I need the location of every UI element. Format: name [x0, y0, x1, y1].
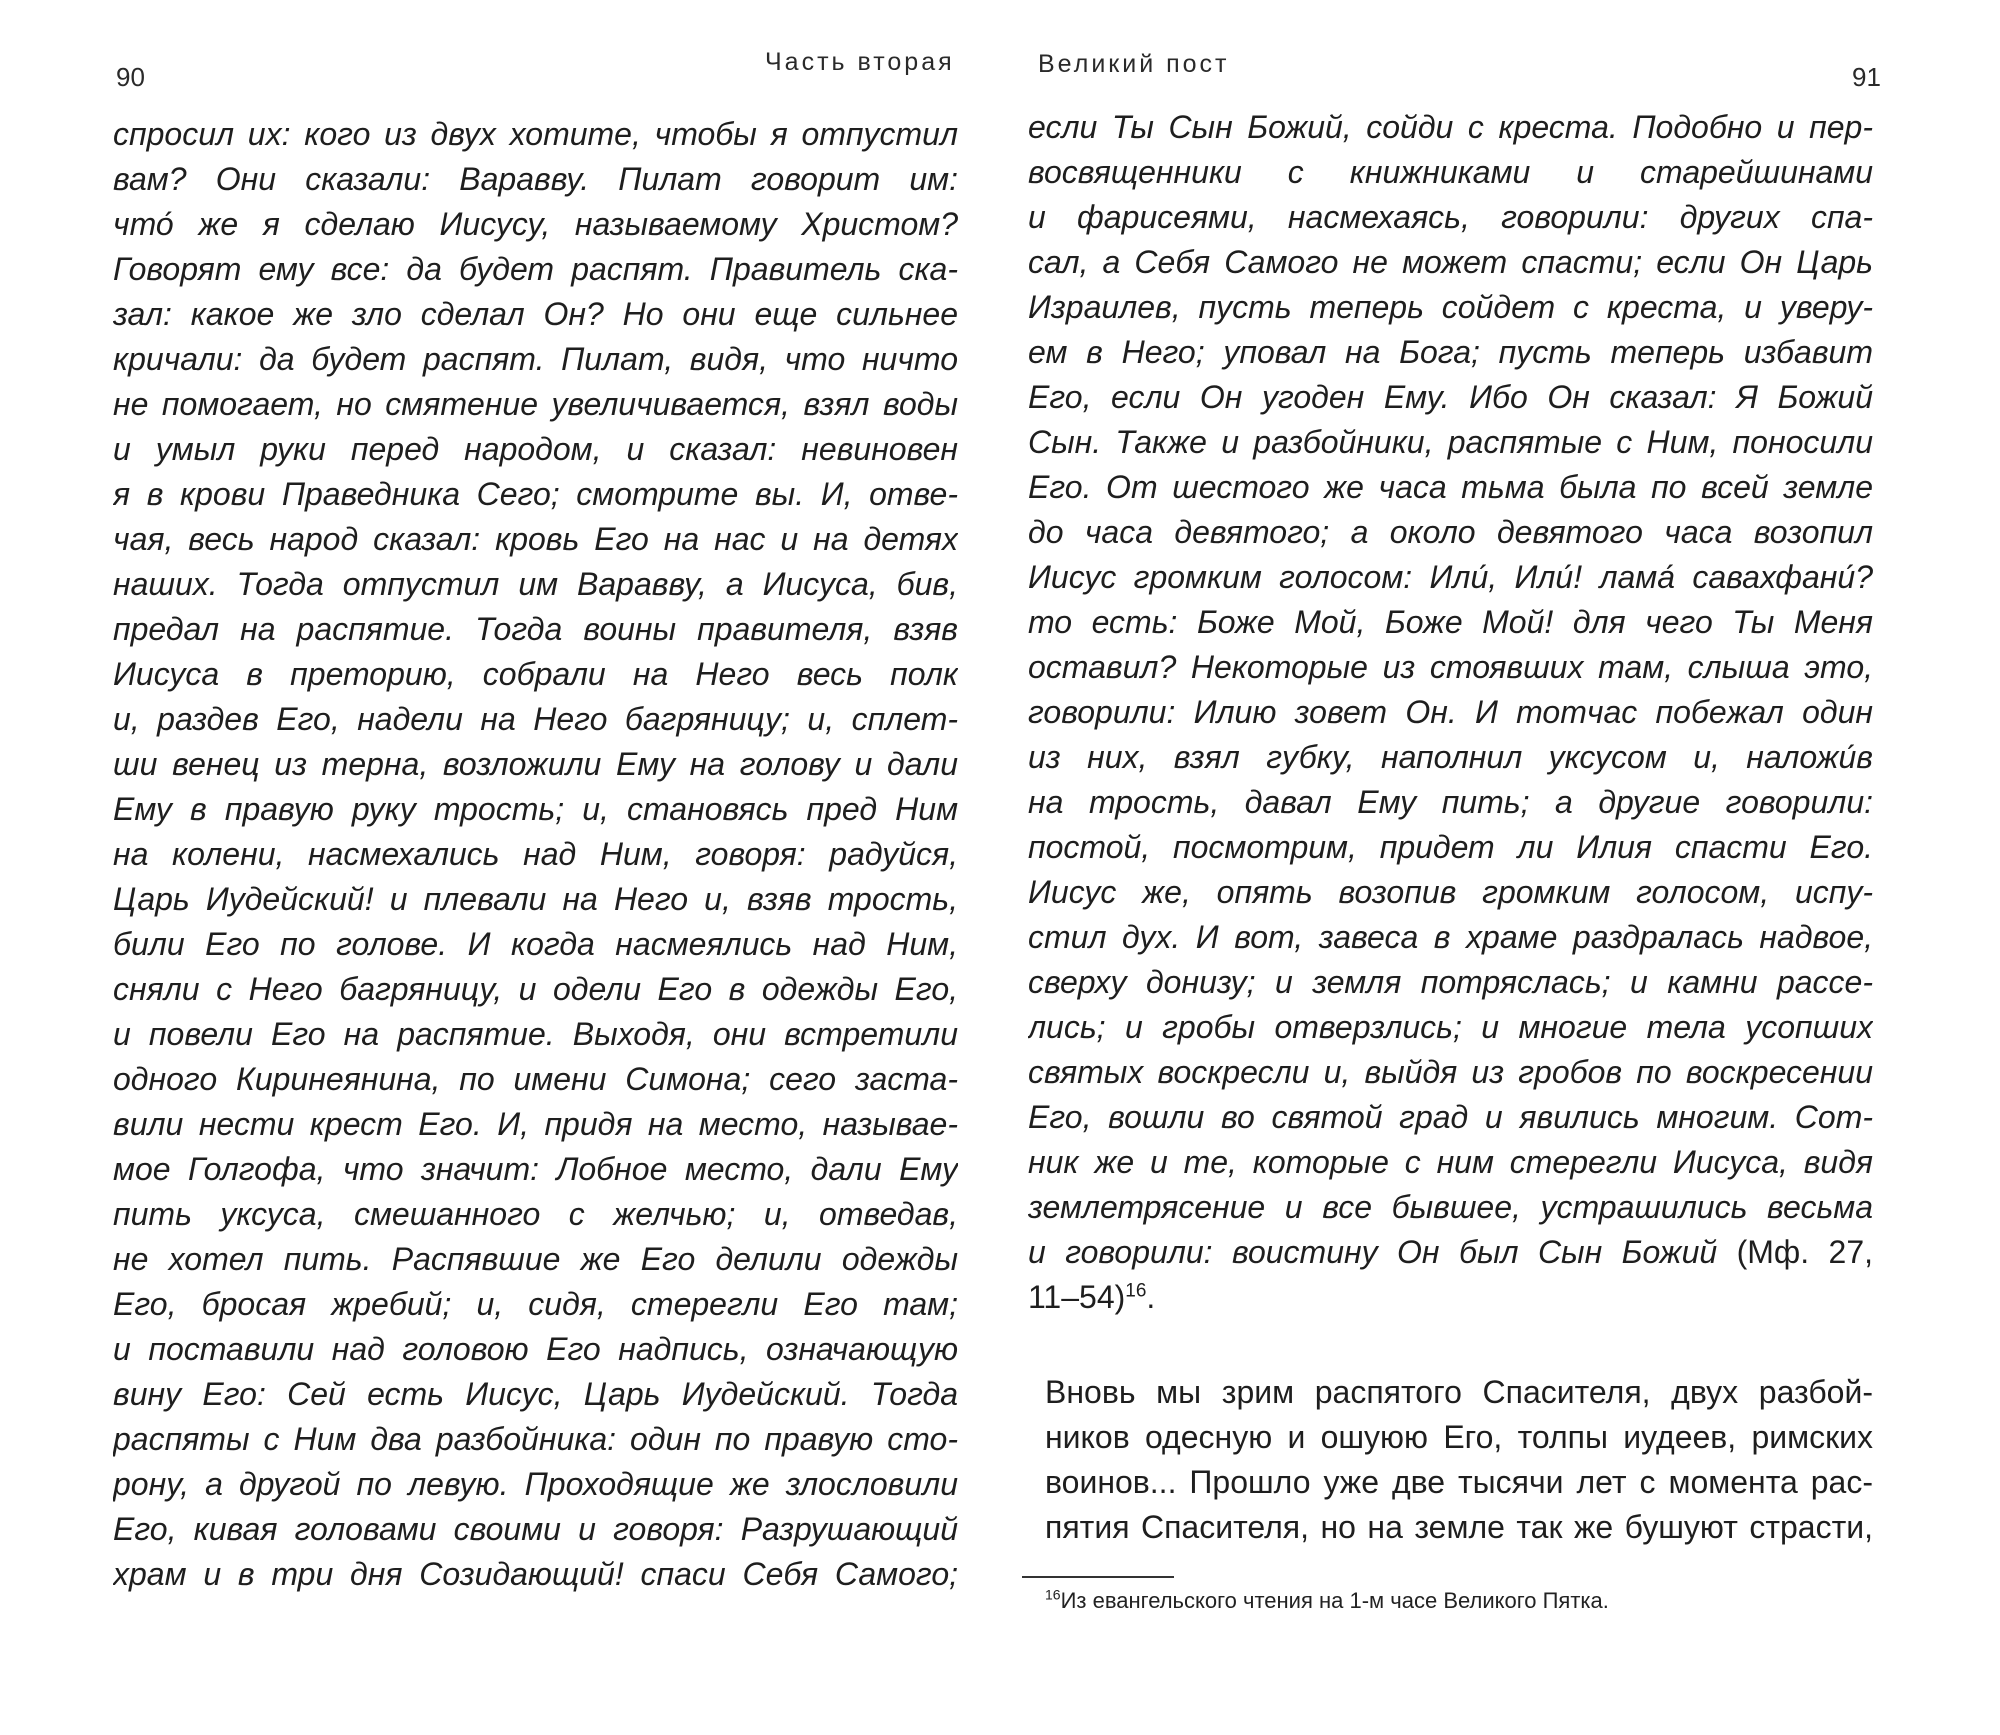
text-line: Его, бросая жребий; и, сидя, стерегли Его там; — [113, 1286, 958, 1322]
text-line: распяты с Ним два разбойника: один по правую сто- — [113, 1421, 958, 1457]
text-line: на трость, давал Ему пить; а другие говорили: — [1028, 784, 1873, 820]
text-line: чая, весь народ сказал: кровь Его на нас и на детях — [113, 521, 958, 557]
citation: (Мф. 27, — [1736, 1234, 1873, 1270]
text-line: ши венец из терна, возложили Ему на голову и дали — [113, 746, 958, 782]
running-head: Великий пост — [1038, 50, 1230, 78]
text-line — [1028, 1230, 1873, 1275]
text-line: наших. Тогда отпустил им Варавву, а Иисуса, бив, — [113, 566, 958, 602]
text-line: постой, посмотрим, придет ли Илия спасти Его. — [1028, 829, 1873, 865]
page-number: 91 — [1852, 62, 1881, 92]
text-line: спросил их: кого из двух хотите, чтобы я отпустил — [113, 116, 958, 152]
citation-line — [1028, 1275, 1873, 1320]
text-line: лись; и гробы отверзлись; и многие тела усопших — [1028, 1009, 1873, 1045]
text-line: из них, взял губку, наполнил уксусом и, наложи́в — [1028, 739, 1873, 775]
text-line: я в крови Праведника Сего; смотрите вы. И, отве- — [113, 476, 958, 512]
text-line: не хотел пить. Распявшие же Его делили одежды — [113, 1241, 958, 1277]
footnote — [1045, 1588, 1609, 1614]
text-line: Иисус же, опять возопив громким голосом, испу- — [1028, 874, 1873, 910]
citation-end: 11–54) — [1028, 1279, 1126, 1315]
text-line: святых воскресли и, выйдя из гробов по воскресении — [1028, 1054, 1873, 1090]
text-line: Ему в правую руку трость; и, становясь пред Ним — [113, 791, 958, 827]
text-line: зал: какое же зло сделал Он? Но они еще сильнее — [113, 296, 958, 332]
footnote-marker: 16 — [1045, 1586, 1061, 1603]
text-line: и фарисеями, насмехаясь, говорили: других спа- — [1028, 199, 1873, 235]
text-line: землетрясение и все бывшее, устрашились весьма — [1028, 1189, 1873, 1225]
text-line: Говорят ему все: да будет распят. Правитель ска- — [113, 251, 958, 287]
text-line: пятия Спасителя, но на земле так же бушуют страсти, — [1045, 1509, 1873, 1545]
text-line: храм и в три дня Созидающий! спаси Себя Самого; — [113, 1556, 958, 1592]
scripture-column — [113, 112, 958, 1597]
running-head: Часть вторая — [765, 48, 955, 76]
text-line: говорили: Илию зовет Он. И тотчас побежал один — [1028, 694, 1873, 730]
text-line: воинов... Прошло уже две тысячи лет с момента рас- — [1045, 1464, 1873, 1500]
text-line: что́ же я сделаю Иисусу, называемому Христом? — [113, 206, 958, 242]
text-line: рону, а другой по левую. Проходящие же злословили — [113, 1466, 958, 1502]
text-line: Его, если Он угоден Ему. Ибо Он сказал: Я Божий — [1028, 379, 1873, 415]
text-line: если Ты Сын Божий, сойди с креста. Подобно и пер- — [1028, 109, 1873, 145]
text-line: сал, а Себя Самого не может спасти; если Он Царь — [1028, 244, 1873, 280]
text-line: сверху донизу; и земля потряслась; и камни рассе- — [1028, 964, 1873, 1000]
text-line: и поставили над головою Его надпись, означающую — [113, 1331, 958, 1367]
text-line: ем в Него; уповал на Бога; пусть теперь избавит — [1028, 334, 1873, 370]
text-line: били Его по голове. И когда насмеялись над Ним, — [113, 926, 958, 962]
text-line: на колени, насмехались над Ним, говоря: радуйся, — [113, 836, 958, 872]
commentary-paragraph — [1045, 1370, 1873, 1550]
text-line: одного Киринеянина, по имени Симона; сего заста- — [113, 1061, 958, 1097]
text-line: не помогает, но смятение увеличивается, взял воды — [113, 386, 958, 422]
citation-period: . — [1146, 1279, 1156, 1315]
text-line: кричали: да будет распят. Пилат, видя, что ничто — [113, 341, 958, 377]
text-line: предал на распятие. Тогда воины правителя, взяв — [113, 611, 958, 647]
text-line: оставил? Некоторые из стоявших там, слыша это, — [1028, 649, 1873, 685]
text-line: до часа девятого; а около девятого часа возопил — [1028, 514, 1873, 550]
text-line-segment: и говорили: воистину Он был Сын Божий — [1028, 1234, 1718, 1270]
text-line: ник же и те, которые с ним стерегли Иисуса, видя — [1028, 1144, 1873, 1180]
text-line: сняли с Него багряницу, и одели Его в одежды Его, — [113, 971, 958, 1007]
text-line: вили нести крест Его. И, придя на место, называе- — [113, 1106, 958, 1142]
text-line: Сын. Также и разбойники, распятые с Ним, поносили — [1028, 424, 1873, 460]
text-line: вам? Они сказали: Варавву. Пилат говорит им: — [113, 161, 958, 197]
text-line: и умыл руки перед народом, и сказал: невиновен — [113, 431, 958, 467]
text-line: мое Голгофа, что значит: Лобное место, дали Ему — [113, 1151, 958, 1187]
text-line: вину Его: Сей есть Иисус, Царь Иудейский. Тогда — [113, 1376, 958, 1412]
page-number: 90 — [116, 62, 145, 92]
text-line: Царь Иудейский! и плевали на Него и, взяв трость, — [113, 881, 958, 917]
text-line: Его, вошли во святой град и явились многим. Сот- — [1028, 1099, 1873, 1135]
text-line: стил дух. И вот, завеса в храме раздралась надвое, — [1028, 919, 1873, 955]
text-line: Иисуса в преторию, собрали на Него весь полк — [113, 656, 958, 692]
footnote-ref: 16 — [1125, 1280, 1147, 1302]
text-line: Иисус громким голосом: Или́, Или́! лама́ савахфани́? — [1028, 559, 1873, 595]
text-line: Вновь мы зрим распятого Спасителя, двух разбой- — [1045, 1374, 1873, 1410]
text-line: Его, кивая головами своими и говоря: Разрушающий — [113, 1511, 958, 1547]
text-line: и, раздев Его, надели на Него багряницу; и, сплет- — [113, 701, 958, 737]
text-line: и повели Его на распятие. Выходя, они встретили — [113, 1016, 958, 1052]
scripture-column — [1028, 105, 1873, 1320]
text-line: Его. От шестого же часа тьма была по всей земле — [1028, 469, 1873, 505]
text-line: Израилев, пусть теперь сойдет с креста, и уверу- — [1028, 289, 1873, 325]
text-line: пить уксуса, смешанного с желчью; и, отведав, — [113, 1196, 958, 1232]
footnote-text: Из евангельского чтения на 1-м часе Великого Пятка. — [1060, 1588, 1609, 1613]
text-line: восвященники с книжниками и старейшинами — [1028, 154, 1873, 190]
text-line: то есть: Боже Мой, Боже Мой! для чего Ты Меня — [1028, 604, 1873, 640]
text-line: ников одесную и ошуюю Его, толпы иудеев, римских — [1045, 1419, 1873, 1455]
footnote-divider — [1022, 1576, 1174, 1578]
